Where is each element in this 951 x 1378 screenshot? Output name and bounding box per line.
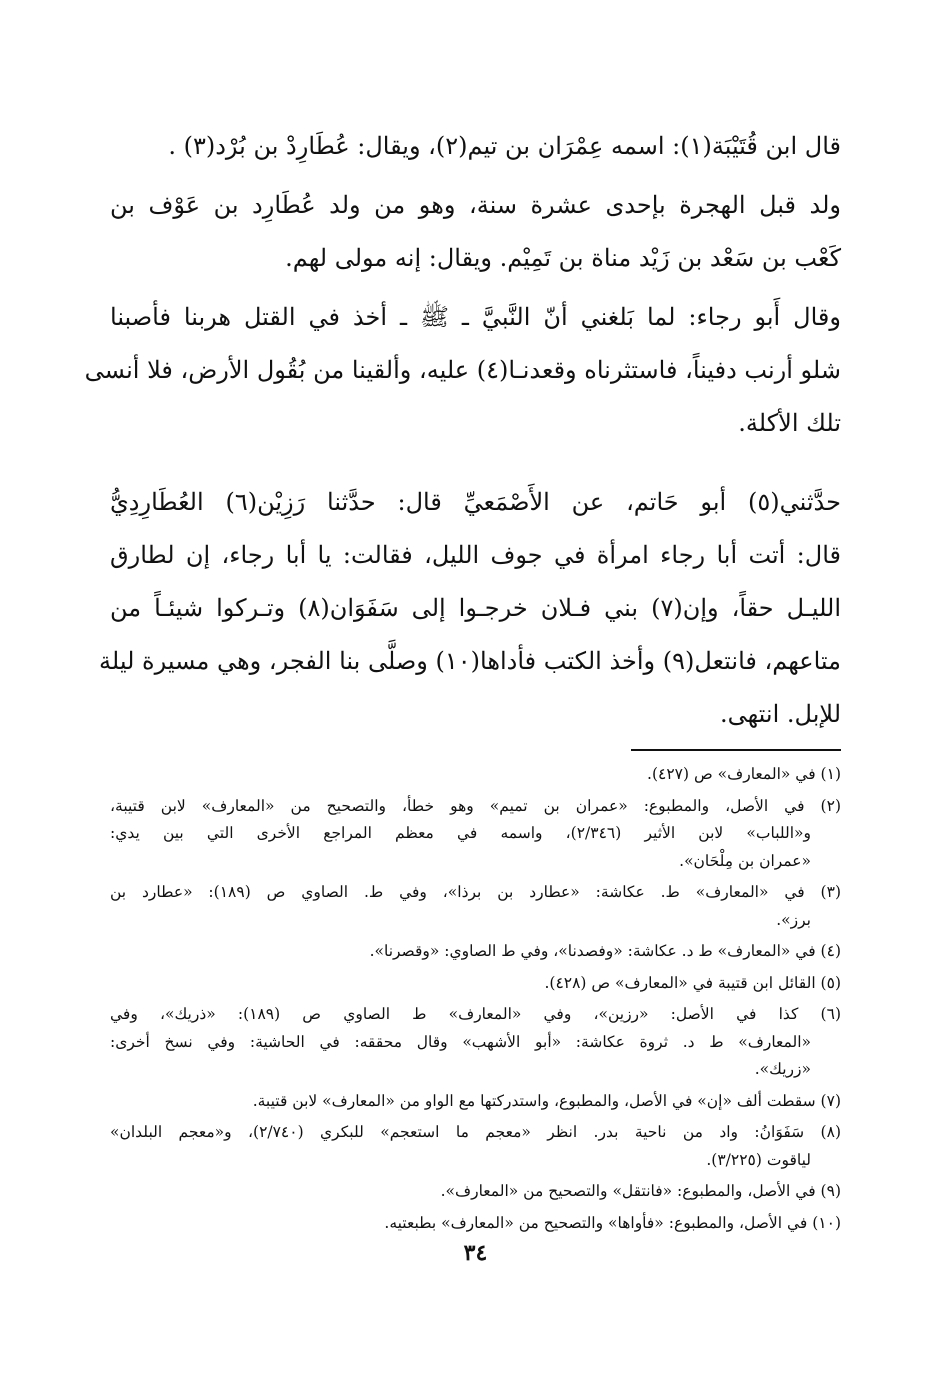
footnote-line: (٥) القائل ابن قتيبة في «المعارف» ص (٤٢٨).: [544, 973, 841, 992]
text-line: ولد قبل الهجرة بإحدى عشرة سنة، وهو من ولد عُطَارِد بن عَوْف بن: [110, 191, 841, 219]
footnote-line: برز».: [776, 910, 811, 929]
footnote-line: (٧) سقطت ألف «إن» في الأصل، والمطبوع، واستدركتها مع الواو من «المعارف» لابن قتيبة.: [252, 1091, 841, 1110]
text-line: وقال أَبو رجاء: لما بَلغني أنّ النَّبيَّ ـ ﷺ ـ أخذ في القتل هربنا فأصبنا: [110, 303, 841, 331]
footnote-2: [110, 793, 841, 876]
text-line: متاعهم، فانتعل(٩) وأخذ الكتب فأداها(١٠) وصلَّى بنا الفجر، وهي مسيرة ليلة: [99, 647, 841, 675]
text-line: شلو أرنب دفيناً، فاستثرناه وقعدنـا(٤) عليه، وألقينا من بُقُول الأرض، فلا أنسى: [84, 356, 841, 384]
page-body: [84, 120, 841, 1237]
paragraph-4: [99, 476, 841, 741]
footnote-line: لياقوت (٣/٢٢٥).: [706, 1150, 811, 1169]
footnote-line: (١) في «المعارف» ص (٤٢٧).: [647, 765, 841, 783]
footnote-line: «عمران بن مِلْحَان».: [679, 851, 811, 870]
footnote-4: [110, 938, 841, 966]
footnote-9: [110, 1178, 841, 1206]
footnote-line: و«اللباب» لابن الأثير (٢/٣٤٦)، واسمه في معظم المراجع الأخرى التي بين يدي:: [110, 824, 812, 842]
text-line: حدَّثني(٥) أبو حَاتم، عن الأَصْمَعيِّ قال: حدَّثنا رَزِيْن(٦) العُطَارِدِيُّ: [110, 488, 841, 516]
footnote-line: (٩) في الأصل، والمطبوع: «فانتقل» والتصحيح من «المعارف».: [440, 1182, 841, 1200]
footnote-line: (٦) كذا في الأصل: «رزين»، وفي «المعارف» ط الصاوي ص (١٨٩): «ذريك»، وفي: [110, 1005, 841, 1023]
footnotes: [110, 761, 841, 1237]
footnote-7: [110, 1088, 841, 1116]
paragraph-2: [110, 179, 841, 285]
footnote-6: [110, 1001, 841, 1084]
footnote-line: (١٠) في الأصل، والمطبوع: «فأواها» والتصحيح من «المعارف» بطبعتيه.: [384, 1213, 841, 1232]
main-text: [84, 120, 841, 741]
page-number: ٣٤: [463, 1240, 488, 1266]
text-line: للإبل. انتهى.: [719, 700, 841, 728]
text-line: قال ابن قُتَيْبَة(١): اسمه عِمْرَان بن تيم(٢)، ويقال: عُطَارِدْ بن بُرْد(٣) .: [168, 132, 841, 160]
footnote-8: [110, 1119, 841, 1174]
text-line: الليـل حقاً، وإن(٧) بني فـلان خرجـوا إلى سَفَوَان(٨) وتـركوا شيئـاً من: [110, 594, 841, 622]
footnote-line: «المعارف» ط د. ثروة عكاشة: «أبو الأشهب» وقال محققه: في الحاشية: وفي نسخ أخرى:: [110, 1032, 811, 1051]
text-line: كَعْب بن سَعْد بن زَيْد مناة بن تَمِيْم. ويقال: إنه مولى لهم.: [285, 244, 841, 272]
paragraph-3: [84, 291, 841, 450]
footnote-line: (٨) سَفَوَانُ: واد من ناحية بدر. انظر «معجم ما استعجم» للبكري (٢/٧٤٠)، و«معجم البلدان»: [110, 1123, 841, 1141]
footnote-1: [110, 761, 841, 789]
footnote-line: «زريك».: [754, 1060, 811, 1078]
footnote-3: [110, 879, 841, 934]
footnote-line: (٣) في «المعارف» ط. عكاشة: «عطارد بن برذا»، وفي ط. الصاوي ص (١٨٩): «عطارد بن: [110, 883, 841, 901]
paragraph-1: [110, 120, 841, 173]
footnote-line: (٤) في «المعارف» ط د. عكاشة: «وفصدنا»، وفي ط الصاوي: «وقصرنا».: [369, 942, 841, 960]
footnote-divider: [631, 749, 841, 751]
footnote-10: [110, 1210, 841, 1238]
text-line: تلك الأكلة.: [738, 409, 841, 437]
footnote-line: (٢) في الأصل، والمطبوع: «عمران بن تميم» وهو خطأ، والتصحيح من «المعارف» لابن قتيبة،: [110, 796, 841, 815]
footnote-5: [110, 970, 841, 998]
text-line: قال: أتت أبا رجاء امرأة في جوف الليل، فقالت: يا أبا رجاء، إن لطارق: [110, 541, 841, 569]
